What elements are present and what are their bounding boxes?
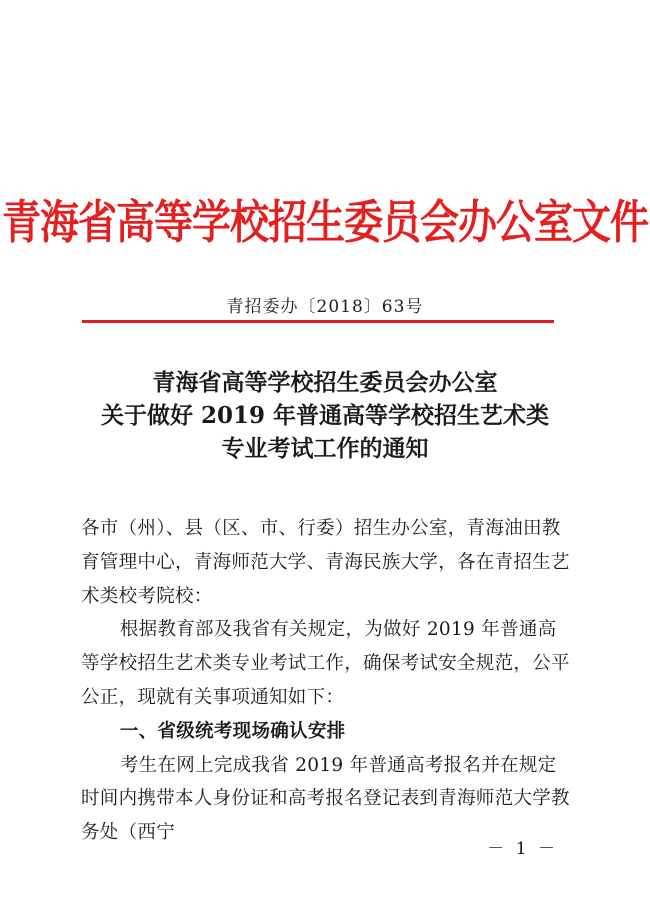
document-number: 青招委办〔2018〕63号 xyxy=(226,297,424,317)
notice-body xyxy=(81,512,571,850)
notice-title-line-2: 关于做好 2019 年普通高等学校招生艺术类 xyxy=(100,402,550,429)
section-1-paragraph: 考生在网上完成我省 2019 年普通高考报名并在规定时间内携带本人身份证和高考报名登记表到青海师范大学教务处（西宁 xyxy=(81,754,570,844)
addressee-paragraph: 各市（州）、县（区、市、行委）招生办公室，青海油田教育管理中心，青海师范大学、青海民族大学，各在青招生艺术类校考院校： xyxy=(81,518,570,607)
issuer-red-header: 青海省高等学校招生委员会办公室文件 xyxy=(1,195,648,250)
section-1-heading: 一、省级统考现场确认安排 xyxy=(119,720,346,742)
page-number: － 1 － xyxy=(487,839,558,859)
notice-title-line-1: 青海省高等学校招生委员会办公室 xyxy=(152,369,498,396)
notice-title-line-3: 专业考试工作的通知 xyxy=(221,435,429,462)
red-divider-line xyxy=(82,320,554,323)
intro-paragraph: 根据教育部及我省有关规定，为做好 2019 年普通高等学校招生艺术类专业考试工作，确保考试安全规范，公平公正，现就有关事项通知如下： xyxy=(81,619,570,708)
notice-title xyxy=(0,366,650,465)
